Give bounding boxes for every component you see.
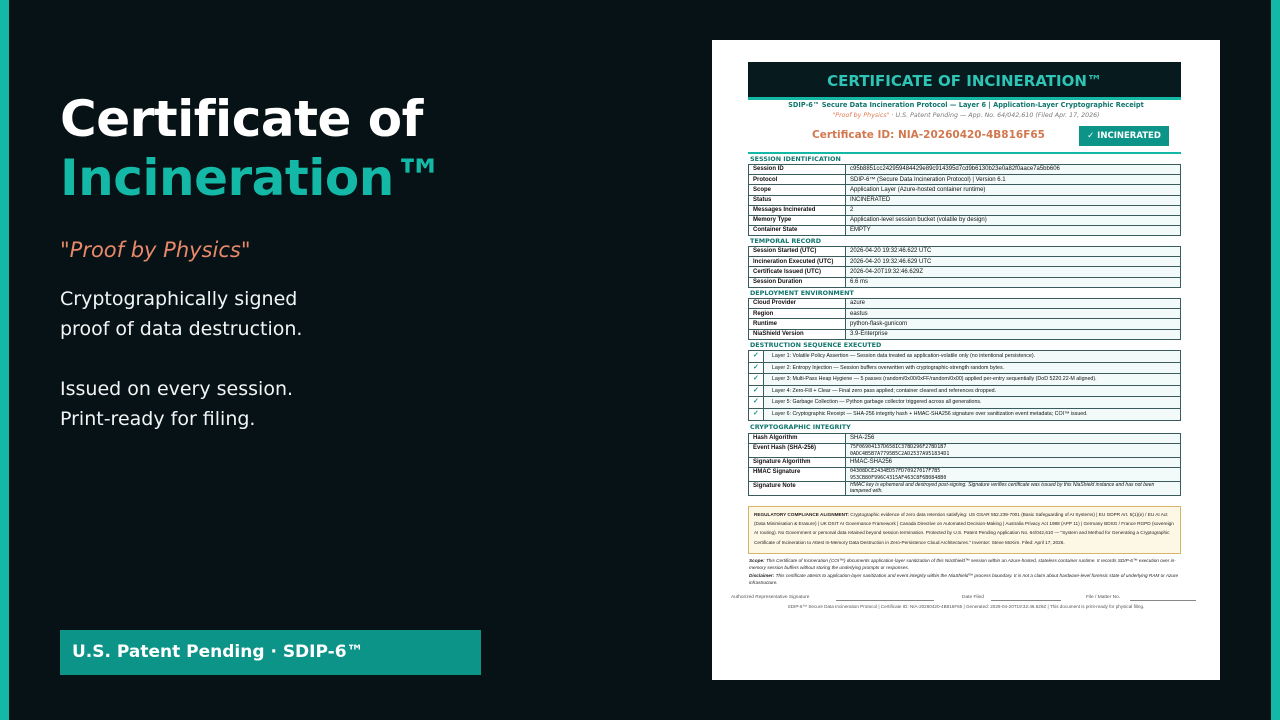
disclaimer-text: This certificate attests to application-layer sanitization and event integrity within the NiaShield™ process boundary. It is not a claim about hardware-level forensic state of underlying RAM or Azure infrastructure. (749, 572, 1179, 586)
row-value: 2 (846, 205, 1181, 215)
certificate-banner: CERTIFICATE OF INCINERATION™ (748, 62, 1181, 100)
step-text: Layer 4: Zero-Fill + Clear — Final zero pass applied; container cleared and references dropped. (763, 385, 1180, 397)
table-row (749, 458, 1181, 468)
check-icon: ✓ (749, 374, 764, 386)
signature-field-rep: Authorized Representative Signature (731, 595, 810, 600)
desc-line: proof of data destruction. (60, 318, 303, 340)
table-row (749, 175, 1181, 185)
step-text: Layer 6: Cryptographic Receipt — SHA-256 integrity hash + HMAC-SHA256 signature over sanitization event metadata; COI™ issued. (763, 408, 1180, 420)
table-row (749, 385, 1181, 397)
table-row (749, 247, 1181, 257)
hmac-line2: 953CB80F996C4315AF463C8F6B0848B0 (850, 474, 947, 481)
row-key: Certificate Issued (UTC) (749, 267, 846, 277)
table-row (749, 397, 1181, 409)
desc-line: Cryptographically signed (60, 288, 298, 310)
check-icon: ✓ (749, 385, 764, 397)
certificate-preview (712, 40, 1220, 680)
table-row (749, 185, 1181, 195)
row-value: 3.9-Enterprise (846, 329, 1181, 339)
row-value: EMPTY (846, 226, 1181, 236)
table-row (749, 444, 1181, 458)
row-value: 2026-04-20T19:32:46.629Z (846, 267, 1181, 277)
slide-description (60, 284, 620, 434)
event-hash-line1: 75F06904137D658IC37BD296F27BD1B7 (850, 444, 947, 451)
deployment-environment-table (748, 298, 1181, 340)
regulatory-label: REGULATORY COMPLIANCE ALIGNMENT: (754, 512, 849, 517)
scope-label: Scope: (749, 558, 765, 563)
section-heading-session: SESSION IDENTIFICATION (750, 155, 841, 163)
table-row (749, 195, 1181, 205)
row-value: INCINERATED (846, 195, 1181, 205)
row-key: Messages Incinerated (749, 205, 846, 215)
check-icon: ✓ (749, 362, 764, 374)
row-value: 2026-04-20 19:32:46.622 UTC (846, 247, 1181, 257)
signature-line-date (991, 600, 1061, 601)
row-key: Session Duration (749, 277, 846, 287)
row-key: Session ID (749, 165, 846, 175)
slide-text-panel (60, 90, 620, 434)
row-key: Memory Type (749, 215, 846, 225)
table-row (749, 362, 1181, 374)
signature-field-file: File / Matter No. (1086, 595, 1121, 600)
table-row (749, 374, 1181, 386)
scope-note (749, 557, 1182, 572)
row-key: Hash Algorithm (749, 434, 846, 444)
row-key: Runtime (749, 319, 846, 329)
table-row (749, 299, 1181, 309)
step-text: Layer 3: Multi-Pass Heap Hygiene — 5 passes (random/0x00/0xFF/random/0x00) applied per-entry sequentially (DoD 5220.22-M aligned). (763, 374, 1180, 386)
left-accent-bar (0, 0, 9, 720)
table-row (749, 226, 1181, 236)
row-value: Application Layer (Azure-hosted container runtime) (846, 185, 1181, 195)
row-value: Application-level session bucket (volatile by design) (846, 215, 1181, 225)
row-value: eastus (846, 309, 1181, 319)
row-value: HMAC key is ephemeral and destroyed post-signing. Signature verifies certificate was issued by this NiaShield instance and has not been tampered with. (846, 482, 1181, 496)
table-row (749, 267, 1181, 277)
header-divider (748, 152, 1181, 154)
patent-pending-banner: U.S. Patent Pending · SDIP-6™ (60, 630, 481, 675)
session-identification-table (748, 164, 1181, 236)
row-value (846, 468, 1181, 482)
table-row (749, 434, 1181, 444)
section-heading-destruction: DESTRUCTION SEQUENCE EXECUTED (750, 341, 882, 349)
row-key: Status (749, 195, 846, 205)
step-text: Layer 1: Volatile Policy Assertion — Session data treated as application-volatile only (no intentional persistence). (763, 351, 1180, 363)
section-heading-temporal: TEMPORAL RECORD (750, 237, 821, 245)
certificate-proof-tagline: "Proof by Physics" (832, 112, 890, 119)
table-row (749, 408, 1181, 420)
row-key: NiaShield Version (749, 329, 846, 339)
signature-line-file (1130, 600, 1196, 601)
desc-line: Issued on every session. (60, 378, 294, 400)
row-key: Protocol (749, 175, 846, 185)
right-accent-bar (1271, 0, 1280, 720)
table-row (749, 468, 1181, 482)
cryptographic-integrity-table (748, 433, 1181, 496)
certificate-footer: SDIP-6™ Secure Data Incineration Protocol | Certificate ID: NIA-20260420-4B816F65 | Generated: 2026-04-20T19:32:46.629Z | This document is print-ready for physical filing. (787, 604, 1145, 609)
row-value: SHA-256 (846, 434, 1181, 444)
row-key: Session Started (UTC) (749, 247, 846, 257)
row-key: HMAC Signature (749, 468, 846, 482)
row-value: c95b8851cc242959484429e89c914395d7cd9b6130b23e0a82f0aace7a5bb606 (846, 165, 1181, 175)
table-row (749, 205, 1181, 215)
row-key: Scope (749, 185, 846, 195)
row-value: HMAC-SHA256 (846, 458, 1181, 468)
row-value (846, 444, 1181, 458)
row-value: 6.6 ms (846, 277, 1181, 287)
step-text: Layer 5: Garbage Collection — Python garbage collector triggered across all generations. (763, 397, 1180, 409)
desc-line: Print-ready for filing. (60, 408, 256, 430)
hmac-line1: 04308DCE2434ED57FD70927017F7B5 (850, 468, 941, 475)
row-key: Cloud Provider (749, 299, 846, 309)
row-key: Container State (749, 226, 846, 236)
slide-title-line2: Incineration™ (60, 149, 444, 207)
slide-title-line1: Certificate of (60, 90, 423, 148)
destruction-sequence-table (748, 350, 1181, 421)
row-key: Event Hash (SHA-256) (749, 444, 846, 458)
disclaimer-note (749, 572, 1182, 587)
table-row (749, 309, 1181, 319)
row-key: Signature Note (749, 482, 846, 496)
check-icon: ✓ (749, 408, 764, 420)
signature-field-date: Date Filed (962, 595, 984, 600)
row-value: azure (846, 299, 1181, 309)
certificate-subtitle: SDIP-6™ Secure Data Incineration Protocol — Layer 6 | Application-Layer Cryptographic Receipt (788, 101, 1144, 109)
table-row (749, 329, 1181, 339)
signature-line-rep (836, 600, 934, 601)
table-row (749, 215, 1181, 225)
check-icon: ✓ (749, 351, 764, 363)
row-key: Signature Algorithm (749, 458, 846, 468)
certificate-patent-text: · U.S. Patent Pending — App. No. 64/042,610 (Filed Apr. 17, 2026) (889, 112, 1100, 119)
temporal-record-table (748, 246, 1181, 288)
row-value: SDIP-6™ (Secure Data Incineration Protocol) | Version 6.1 (846, 175, 1181, 185)
row-key: Region (749, 309, 846, 319)
table-row (749, 277, 1181, 287)
row-value: python-flask-gunicorn (846, 319, 1181, 329)
row-value: 2026-04-20 19:32:46.629 UTC (846, 257, 1181, 267)
certificate-id: Certificate ID: NIA-20260420-4B816F65 (812, 129, 1045, 141)
regulatory-text: Cryptographic evidence of zero data retention satisfying: US GSAR 552.239-7001 (Basic Safeguarding of AI Systems) | EU GDPR Art. 5(1)(e) / EU AI Act (Data Minimisation & Erasure) | UK DSIT AI Governance Framework | Canada Directive on Automated Decision-Making | Australia Privacy Act 1988 (APP 11) | Germany BDSG / France RGPD (sovereign AI routing). No Government or personal data retained beyond session termination. Protected by U.S. Patent Pending Application No. 64/042,610 — "System and Method for Generating a Cryptographic Certificate of Incineration to Attest In-Memory Data Destruction in Zero-Persistence Cloud Architectures." Inventor: Steve McKim. Filed: April 17, 2026. (754, 512, 1174, 545)
row-key: Incineration Executed (UTC) (749, 257, 846, 267)
check-icon: ✓ (749, 397, 764, 409)
table-row (749, 351, 1181, 363)
table-row (749, 257, 1181, 267)
event-hash-line2: 0ADC4B5B7A7795B5C2AD2537A951834D1 (850, 450, 950, 457)
disclaimer-label: Disclaimer: (749, 572, 775, 578)
section-heading-deployment: DEPLOYMENT ENVIRONMENT (750, 289, 854, 297)
slide-tagline: "Proof by Physics" (60, 238, 251, 262)
scope-disclaimer (749, 557, 1182, 587)
certificate-patent-line (712, 112, 1220, 119)
table-row (749, 319, 1181, 329)
scope-text: This Certificate of Incineration (COI™) documents application-layer sanitization of this NiaShield™ session within an Azure-hosted, stateless container runtime. It records SDIP-6™ execution over in-memory session buffers without storing the underlying prompts or responses. (749, 558, 1176, 571)
table-row (749, 482, 1181, 496)
section-heading-crypto: CRYPTOGRAPHIC INTEGRITY (750, 423, 851, 431)
step-text: Layer 2: Entropy Injection — Session buffers overwritten with cryptographic-strength random bytes. (763, 362, 1180, 374)
table-row (749, 165, 1181, 175)
regulatory-compliance-box (748, 506, 1181, 554)
status-badge: ✓ INCINERATED (1079, 126, 1169, 146)
